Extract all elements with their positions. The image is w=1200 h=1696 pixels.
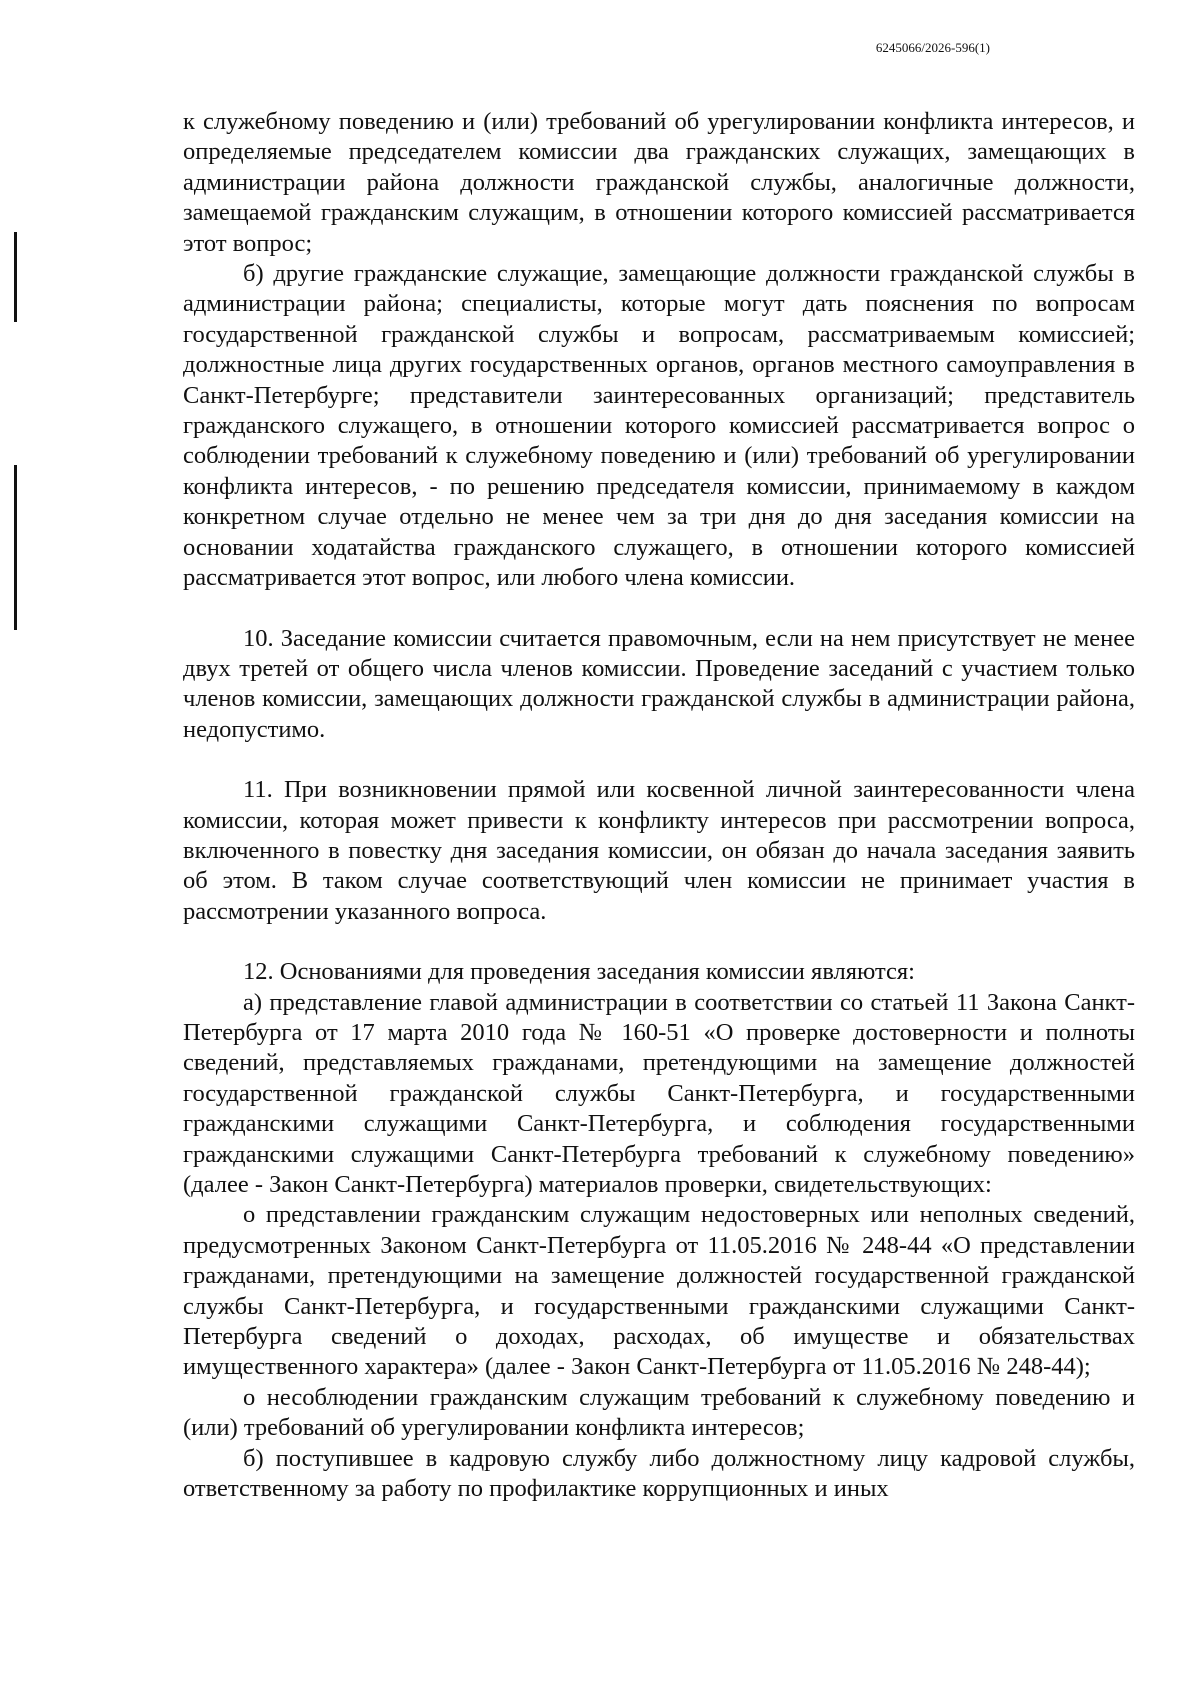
paragraph: б) другие гражданские служащие, замещающие должности гражданской службы в администрации района; специалисты, которые могут дать пояснения по вопросам государственной гражданской службы и вопросам, рассматриваемым комиссией; должностные лица других государственных органов, органов местного самоуправления в Санкт-Петербурге; представители заинтересованных организаций; представитель гражданского служащего, в отношении которого комиссией рассматривается вопрос о соблюдении требований к служебному поведению и (или) требований об урегулировании конфликта интересов, - по решению председателя комиссии, принимаемому в каждом конкретном случае отдельно не менее чем за три дня до дня заседания комиссии на основании ходатайства гражданского служащего, в отношении которого комиссией рассматривается этот вопрос, или любого члена комиссии.: [183, 260, 1135, 592]
paragraph: а) представление главой администрации в соответствии со статьей 11 Закона Санкт-Петербурга от 17 марта 2010 года № 160-51 «О проверке достоверности и полноты сведений, представляемых гражданами, претендующими на замещение должностей государственной гражданской службы Санкт-Петербурга, и государственными гражданскими служащими Санкт-Петербурга, и соблюдения государственными гражданскими служащими Санкт-Петербурга требований к служебному поведению» (далее - Закон Санкт-Петербурга) материалов проверки, свидетельствующих:: [183, 988, 1135, 1198]
document-body: [183, 107, 1135, 1504]
paragraph: 10. Заседание комиссии считается правомочным, если на нем присутствует не менее двух третей от общего числа членов комиссии. Проведение заседаний с участием только членов комиссии, замещающих должности гражданской службы в администрации района, недопустимо.: [183, 624, 1135, 743]
paragraph-spacer: [183, 745, 1135, 775]
paragraph: о несоблюдении гражданским служащим требований к служебному поведению и (или) требований об урегулировании конфликта интересов;: [183, 1383, 1135, 1442]
paragraph-spacer: [183, 927, 1135, 957]
paragraph-spacer: [183, 594, 1135, 624]
paragraph: 11. При возникновении прямой или косвенной личной заинтересованности члена комиссии, которая может привести к конфликту интересов при рассмотрении вопроса, включенного в повестку дня заседания комиссии, он обязан до начала заседания заявить об этом. В таком случае соответствующий член комиссии не принимает участия в рассмотрении указанного вопроса.: [183, 776, 1135, 925]
scan-mark: [14, 232, 17, 322]
paragraph: 12. Основаниями для проведения заседания комиссии являются:: [243, 958, 915, 986]
document-number: 6245066/2026-596(1): [875, 40, 990, 55]
scan-mark: [14, 465, 17, 630]
paragraph: о представлении гражданским служащим недостоверных или неполных сведений, предусмотренных Законом Санкт-Петербурга от 11.05.2016 № 248-44 «О представлении гражданами, претендующими на замещение должностей государственной гражданской службы Санкт-Петербурга, и государственными гражданскими служащими Санкт-Петербурга сведений о доходах, расходах, об имуществе и обязательствах имущественного характера» (далее - Закон Санкт-Петербурга от 11.05.2016 № 248-44);: [183, 1201, 1135, 1381]
paragraph: к служебному поведению и (или) требований об урегулировании конфликта интересов, и определяемые председателем комиссии два гражданских служащих, замещающих в администрации района должности гражданской службы, аналогичные должности, замещаемой гражданским служащим, в отношении которого комиссией рассматривается этот вопрос;: [183, 108, 1135, 257]
paragraph: б) поступившее в кадровую службу либо должностному лицу кадровой службы, ответственному за работу по профилактике коррупционных и иных: [183, 1444, 1135, 1503]
